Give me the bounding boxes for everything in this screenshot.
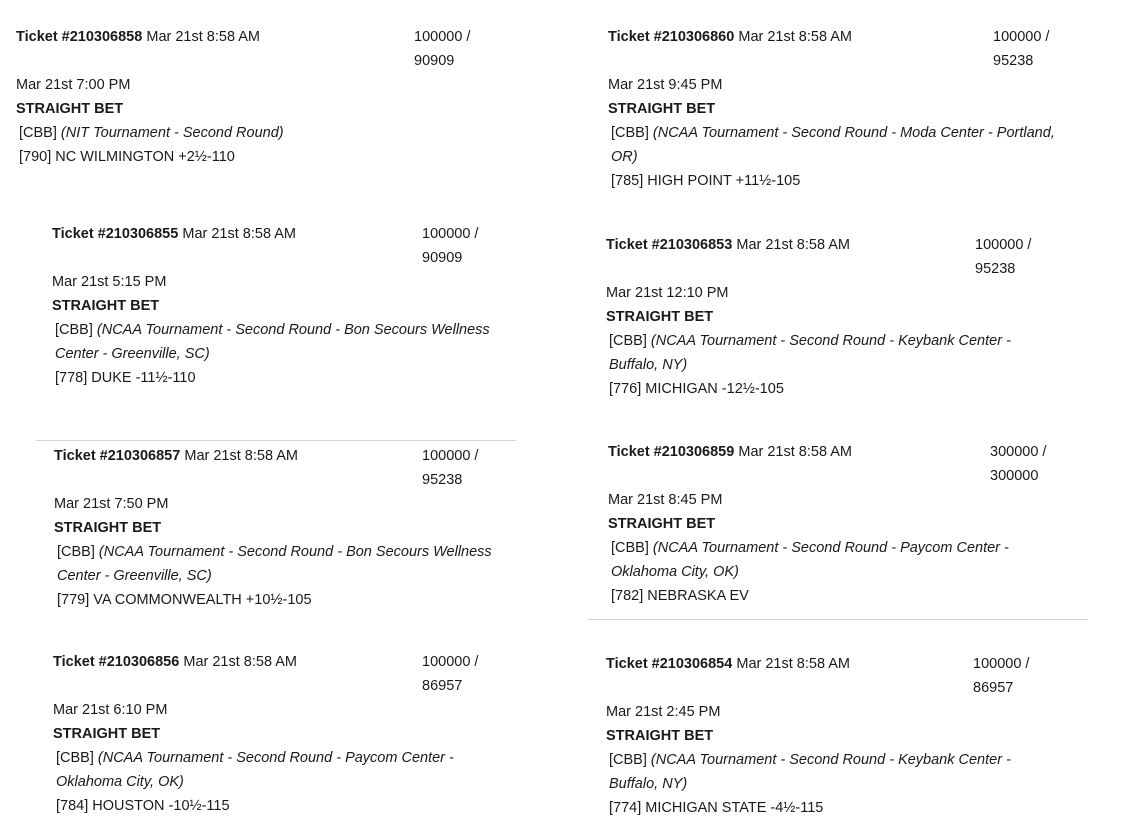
win-amount: 95238 <box>993 53 1034 69</box>
event-name: (NCAA Tournament - Second Round - Paycom Center - <box>652 540 1009 556</box>
win-amount: 90909 <box>422 250 463 266</box>
ticket-amounts <box>422 222 478 270</box>
event-name: (NCAA Tournament - Second Round - Keybank Center - <box>650 752 1011 768</box>
risk-amount: 100000 / <box>993 29 1050 45</box>
win-amount: 90909 <box>414 53 455 69</box>
ticket-placed-time: Mar 21st 8:58 AM <box>738 444 852 460</box>
pick-line: [776] MICHIGAN -12½-105 <box>609 381 784 397</box>
ticket-header <box>53 650 533 694</box>
pick-line: [778] DUKE -11½-110 <box>55 370 196 386</box>
game-time: Mar 21st 2:45 PM <box>606 704 721 720</box>
ticket-header <box>606 233 1106 277</box>
win-amount: 86957 <box>422 678 463 694</box>
sport-code: [CBB] <box>611 125 649 141</box>
bet-type: STRAIGHT BET <box>606 728 714 744</box>
ticket-amounts <box>973 652 1029 700</box>
ticket-placed-time: Mar 21st 8:58 AM <box>736 656 850 672</box>
ticket-number: Ticket #210306856 <box>53 654 180 670</box>
event-description <box>54 540 534 564</box>
bet-type: STRAIGHT BET <box>53 726 161 742</box>
game-time: Mar 21st 7:50 PM <box>54 496 169 512</box>
event-name-continued: Buffalo, NY) <box>609 776 688 792</box>
ticket-number: Ticket #210306858 <box>16 29 143 45</box>
ticket-card <box>52 222 532 390</box>
bet-type: STRAIGHT BET <box>608 101 716 117</box>
bet-type: STRAIGHT BET <box>54 520 162 536</box>
pick-line: [784] HOUSTON -10½-115 <box>56 798 230 814</box>
ticket-card <box>54 444 534 612</box>
event-description <box>606 748 1106 772</box>
win-amount: 95238 <box>422 472 463 488</box>
risk-amount: 100000 / <box>975 237 1032 253</box>
game-time: Mar 21st 5:15 PM <box>52 274 167 290</box>
ticket-amounts <box>990 440 1046 488</box>
event-description <box>606 329 1106 353</box>
ticket-card <box>608 25 1108 193</box>
divider <box>36 440 516 441</box>
win-amount: 95238 <box>975 261 1016 277</box>
ticket-placed-time: Mar 21st 8:58 AM <box>736 237 850 253</box>
pick-line: [790] NC WILMINGTON +2½-110 <box>19 149 235 165</box>
game-time: Mar 21st 6:10 PM <box>53 702 168 718</box>
bet-type: STRAIGHT BET <box>606 309 714 325</box>
ticket-placed-time: Mar 21st 8:58 AM <box>184 448 298 464</box>
ticket-card <box>606 652 1106 820</box>
divider <box>588 619 1088 620</box>
game-time: Mar 21st 9:45 PM <box>608 77 723 93</box>
risk-amount: 100000 / <box>422 654 479 670</box>
risk-amount: 300000 / <box>990 444 1047 460</box>
event-name: (NCAA Tournament - Second Round - Keybank Center - <box>650 333 1011 349</box>
event-name-continued: Center - Greenville, SC) <box>55 346 210 362</box>
event-name: (NCAA Tournament - Second Round - Bon Secours Wellness <box>98 544 492 560</box>
ticket-header <box>606 652 1106 696</box>
ticket-number: Ticket #210306855 <box>52 226 179 242</box>
event-name-continued: Center - Greenville, SC) <box>57 568 212 584</box>
win-amount: 300000 <box>990 468 1039 484</box>
event-description <box>52 318 532 342</box>
ticket-header <box>52 222 532 266</box>
ticket-card <box>608 440 1108 608</box>
risk-amount: 100000 / <box>422 448 479 464</box>
ticket-amounts <box>975 233 1031 281</box>
ticket-number: Ticket #210306854 <box>606 656 733 672</box>
event-name-continued: OR) <box>611 149 638 165</box>
ticket-amounts <box>993 25 1049 73</box>
ticket-card <box>606 233 1106 401</box>
sport-code: [CBB] <box>19 125 57 141</box>
game-time: Mar 21st 8:45 PM <box>608 492 723 508</box>
risk-amount: 100000 / <box>973 656 1030 672</box>
ticket-placed-time: Mar 21st 8:58 AM <box>738 29 852 45</box>
event-name: (NCAA Tournament - Second Round - Bon Secours Wellness <box>96 322 490 338</box>
risk-amount: 100000 / <box>414 29 471 45</box>
event-description <box>16 121 556 145</box>
ticket-placed-time: Mar 21st 8:58 AM <box>182 226 296 242</box>
sport-code: [CBB] <box>56 750 94 766</box>
event-name-continued: Oklahoma City, OK) <box>56 774 184 790</box>
ticket-amounts <box>422 650 478 698</box>
ticket-header <box>54 444 534 488</box>
ticket-number: Ticket #210306860 <box>608 29 735 45</box>
ticket-amounts <box>414 25 470 73</box>
ticket-card <box>53 650 533 818</box>
pick-line: [782] NEBRASKA EV <box>611 588 749 604</box>
bet-type: STRAIGHT BET <box>16 101 124 117</box>
sport-code: [CBB] <box>609 333 647 349</box>
win-amount: 86957 <box>973 680 1014 696</box>
sport-code: [CBB] <box>57 544 95 560</box>
sport-code: [CBB] <box>55 322 93 338</box>
bet-type: STRAIGHT BET <box>52 298 160 314</box>
ticket-card <box>16 25 556 169</box>
ticket-header <box>608 440 1108 484</box>
event-name: (NIT Tournament - Second Round) <box>60 125 284 141</box>
ticket-number: Ticket #210306859 <box>608 444 735 460</box>
risk-amount: 100000 / <box>422 226 479 242</box>
pick-line: [774] MICHIGAN STATE -4½-115 <box>609 800 824 816</box>
ticket-header <box>16 25 556 69</box>
ticket-number: Ticket #210306853 <box>606 237 733 253</box>
event-name: (NCAA Tournament - Second Round - Moda Center - Portland, <box>652 125 1055 141</box>
game-time: Mar 21st 7:00 PM <box>16 77 131 93</box>
event-name-continued: Oklahoma City, OK) <box>611 564 739 580</box>
event-description <box>608 121 1108 145</box>
event-name: (NCAA Tournament - Second Round - Paycom Center - <box>97 750 454 766</box>
event-description <box>608 536 1108 560</box>
ticket-placed-time: Mar 21st 8:58 AM <box>146 29 260 45</box>
ticket-placed-time: Mar 21st 8:58 AM <box>183 654 297 670</box>
event-name-continued: Buffalo, NY) <box>609 357 688 373</box>
ticket-amounts <box>422 444 478 492</box>
pick-line: [779] VA COMMONWEALTH +10½-105 <box>57 592 312 608</box>
sport-code: [CBB] <box>609 752 647 768</box>
ticket-number: Ticket #210306857 <box>54 448 181 464</box>
sport-code: [CBB] <box>611 540 649 556</box>
pick-line: [785] HIGH POINT +11½-105 <box>611 173 801 189</box>
ticket-header <box>608 25 1108 69</box>
bet-type: STRAIGHT BET <box>608 516 716 532</box>
game-time: Mar 21st 12:10 PM <box>606 285 729 301</box>
event-description <box>53 746 533 770</box>
